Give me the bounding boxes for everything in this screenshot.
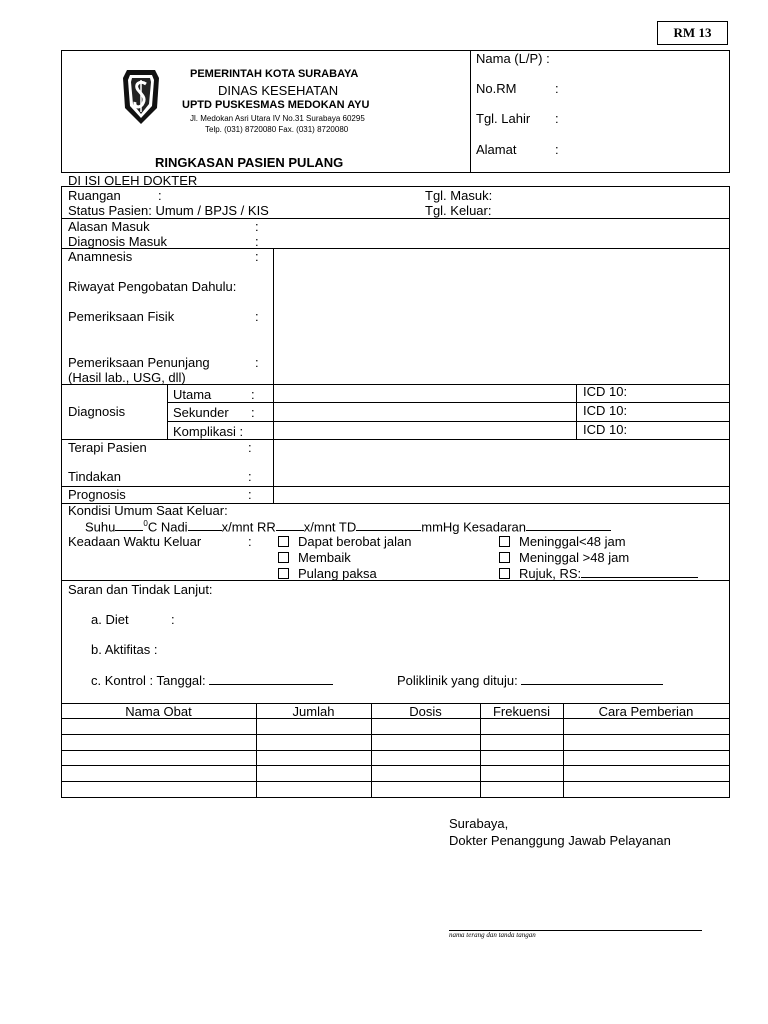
option-pulang-paksa[interactable] [278,567,377,580]
poliklinik-label: Poliklinik yang dituju: [397,673,518,688]
grid-line [61,384,730,385]
sekunder-label: Sekunder [173,405,229,420]
patient-dob-label: Tgl. Lahir [476,111,531,126]
grid-line [167,421,729,422]
icd-komplikasi-label: ICD 10: [583,422,628,437]
utama-colon: : [251,387,255,402]
diagnosis-label: Diagnosis [68,404,126,419]
icd-utama-label: ICD 10: [583,384,628,399]
keadaan-colon: : [248,534,252,549]
grid-right-border [729,186,730,798]
terapi-label: Terapi Pasien [68,440,147,455]
degree-mark: 0 [143,519,148,528]
kesadaran-label: mmHg Kesadaran [421,519,527,535]
ruangan-colon: : [158,188,162,203]
surabaya-logo-icon [121,68,161,126]
kontrol-line [91,674,333,687]
prognosis-colon: : [248,487,252,502]
dept-name: DINAS KESEHATAN [218,83,339,98]
puskesmas-name: UPTD PUSKESMAS MEDOKAN AYU [182,99,370,111]
anamnesis-label: Anamnesis [68,249,133,264]
col-header-cara-pemberian: Cara Pemberian [598,704,694,719]
option-label: Rujuk, RS: [519,566,582,581]
address-line: Jl. Medokan Asri Utara IV No.31 Surabaya 60295 [190,114,365,123]
diet-label: a. Diet [91,612,129,627]
grid-line [167,384,168,439]
diagnosis-masuk-colon: : [255,234,259,249]
doctor-section-label: DI ISI OLEH DOKTER [68,173,198,188]
checkbox[interactable] [499,536,510,547]
grid-line [61,781,730,782]
option-membaik[interactable] [278,551,351,564]
grid-line [61,186,730,187]
diagnosis-masuk-label: Diagnosis Masuk [68,234,167,249]
ruangan-label: Ruangan [68,188,121,203]
aktifitas-label: b. Aktifitas : [91,642,158,657]
rr-label: x/mnt RR [221,519,276,535]
kondisi-label: Kondisi Umum Saat Keluar: [68,503,228,518]
nadi-label: C Nadi [147,519,188,535]
rm-code-box [657,21,728,45]
form-title: RINGKASAN PASIEN PULANG [155,155,344,170]
alasan-label: Alasan Masuk [68,219,150,234]
diet-colon: : [171,612,175,627]
patient-rm-label: No.RM [476,81,517,96]
option-rujuk[interactable] [499,567,698,580]
grid-line [273,439,274,503]
phone-line: Telp. (031) 8720080 Fax. (031) 8720080 [205,125,349,134]
patient-address-colon: : [555,142,559,157]
option-label: Meninggal >48 jam [519,550,630,565]
saran-label: Saran dan Tindak Lanjut: [68,582,213,597]
option-label: Pulang paksa [298,566,377,581]
header-divider [470,50,471,172]
header-top-border [61,50,730,51]
city-label: Surabaya, [449,816,509,831]
grid-line [61,248,730,249]
td-label: x/mnt TD [303,519,357,535]
option-label: Meninggal<48 jam [519,534,626,549]
patient-address-label: Alamat [476,142,517,157]
grid-line [61,486,730,487]
option-berobat-jalan[interactable] [278,535,411,548]
checkbox[interactable] [499,568,510,579]
status-label: Status Pasien: Umum / BPJS / KIS [68,203,269,218]
anamnesis-colon: : [255,249,259,264]
komplikasi-label: Komplikasi : [173,424,244,439]
table-bottom-border [61,797,730,798]
tindakan-label: Tindakan [68,469,121,484]
utama-label: Utama [173,387,212,402]
fisik-colon: : [255,309,259,324]
tgl-masuk-label: Tgl. Masuk: [425,188,493,203]
penunjang-label: Pemeriksaan Penunjang [68,355,210,370]
option-meninggal-kurang-48[interactable] [499,535,626,548]
riwayat-label: Riwayat Pengobatan Dahulu: [68,279,237,294]
prognosis-label: Prognosis [68,487,126,502]
tindakan-colon: : [248,469,252,484]
penunjang-colon: : [255,355,259,370]
grid-line [273,248,274,384]
option-label: Dapat berobat jalan [298,534,412,549]
alasan-colon: : [255,219,259,234]
col-header-frekuensi: Frekuensi [492,704,551,719]
grid-line [576,384,577,439]
col-header-jumlah: Jumlah [292,704,335,719]
header-right-border [729,50,730,172]
grid-line [273,384,274,439]
header-left-border [61,50,62,172]
tgl-keluar-label: Tgl. Keluar: [425,203,492,218]
fisik-label: Pemeriksaan Fisik [68,309,175,324]
patient-dob-colon: : [555,111,559,126]
suhu-label: Suhu [85,519,116,535]
vital-signs-line [85,520,611,533]
checkbox[interactable] [499,552,510,563]
keadaan-label: Keadaan Waktu Keluar [68,534,202,549]
option-meninggal-lebih-48[interactable] [499,551,629,564]
grid-line [61,734,730,735]
rm-code: RM 13 [673,25,712,40]
poliklinik-line [397,674,663,687]
grid-line [61,218,730,219]
checkbox[interactable] [278,568,289,579]
checkbox[interactable] [278,552,289,563]
checkbox[interactable] [278,536,289,547]
grid-line [61,765,730,766]
doctor-label: Dokter Penanggung Jawab Pelayanan [449,833,671,848]
col-header-dosis: Dosis [409,704,442,719]
grid-line [61,439,730,440]
sekunder-colon: : [251,405,255,420]
grid-line [61,580,730,581]
icd-sekunder-label: ICD 10: [583,403,628,418]
kontrol-label: c. Kontrol : Tanggal: [91,673,206,688]
grid-line [167,402,729,403]
penunjang-sub-label: (Hasil lab., USG, dll) [68,370,186,385]
terapi-colon: : [248,440,252,455]
col-header-nama-obat: Nama Obat [125,704,192,719]
signature-caption: nama terang dan tanda tangan [449,931,536,939]
patient-name-label: Nama (L/P) : [476,51,550,66]
patient-rm-colon: : [555,81,559,96]
option-label: Membaik [298,550,351,565]
gov-name: PEMERINTAH KOTA SURABAYA [190,68,359,80]
grid-line [61,750,730,751]
